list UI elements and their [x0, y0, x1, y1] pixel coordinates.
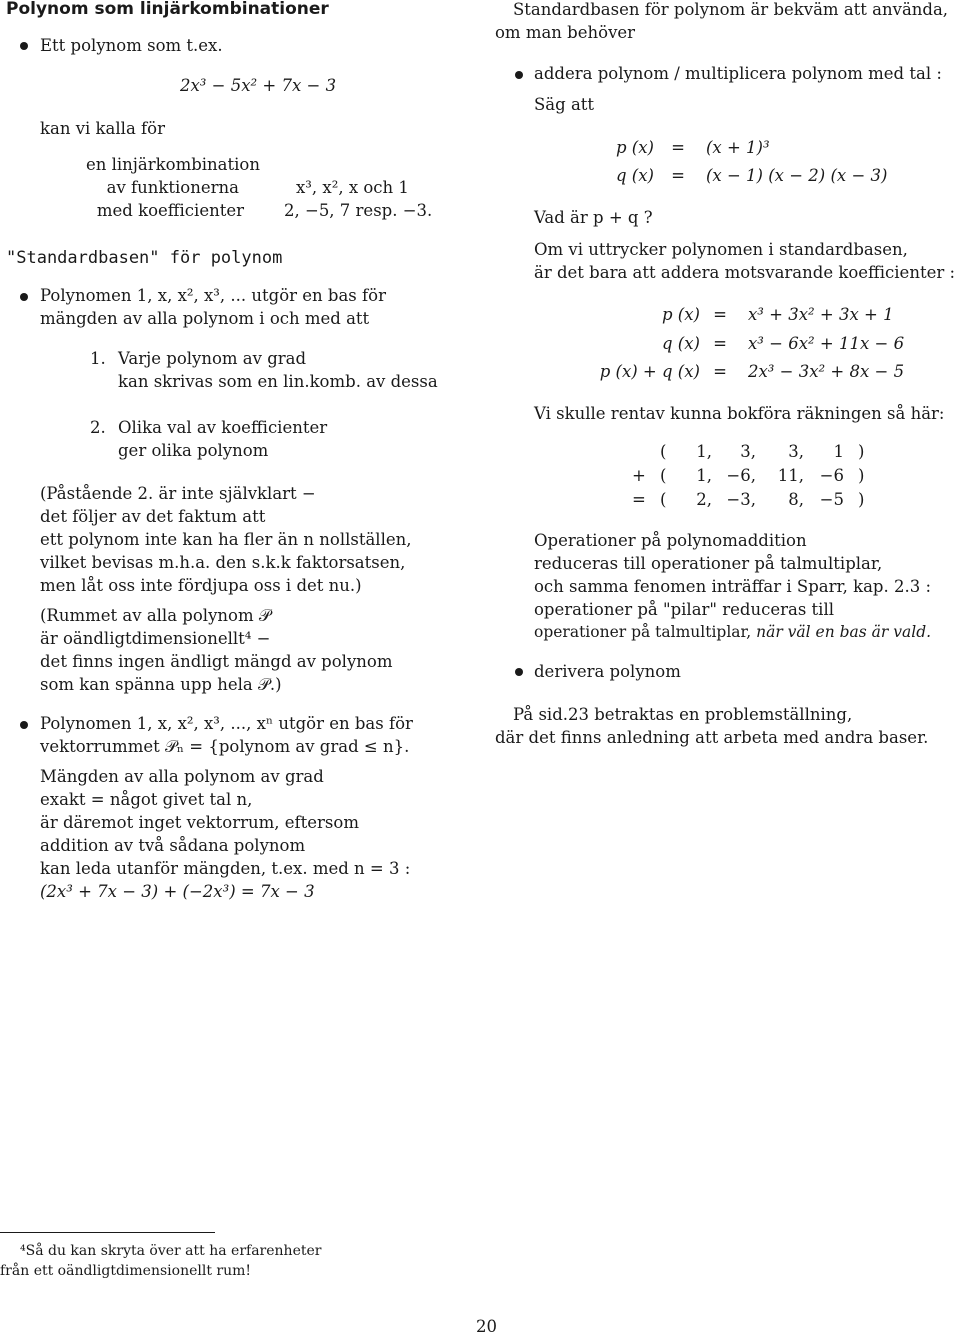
- table-cell: −3,: [726, 490, 756, 509]
- text-line: är däremot inget vektorrum, eftersom: [40, 813, 359, 832]
- function-list: x³, x², x och 1: [296, 178, 409, 197]
- table-operator: +: [632, 466, 646, 485]
- table-paren: (: [660, 466, 667, 485]
- subsection-title: "Standardbasen" för polynom: [6, 248, 283, 268]
- bullet-icon: [515, 668, 523, 676]
- text-line: med koefficienter: [96, 201, 244, 220]
- text-line: Operationer på polynomaddition: [534, 531, 807, 550]
- table-cell: −5: [819, 490, 844, 509]
- table-cell: 1: [833, 442, 844, 461]
- bullet-text: Polynomen 1, x, x², x³, ..., xⁿ utgör en bas för: [40, 714, 413, 733]
- text-line: reduceras till operationer på talmultiplar,: [534, 554, 883, 573]
- equation-lhs: p (x): [662, 305, 700, 324]
- table-cell: 3,: [788, 442, 804, 461]
- equation-rhs: 2x³ − 3x² + 8x − 5: [748, 362, 905, 381]
- text-line: Mängden av alla polynom av grad: [40, 767, 324, 786]
- list-item: Olika val av koefficienter: [118, 418, 328, 437]
- footnote-rule: [0, 1232, 215, 1233]
- bullet-text: Ett polynom som t.ex.: [40, 36, 223, 55]
- text-line: vektorrummet 𝒫ₙ = {polynom av grad ≤ n}.: [40, 737, 410, 756]
- text-line: Om vi uttrycker polynomen i standardbasen,: [534, 240, 908, 259]
- bullet-text: addera polynom / multiplicera polynom med tal :: [534, 64, 942, 83]
- table-cell: −6: [819, 466, 844, 485]
- text-line: På sid.23 betraktas en problemställning,: [513, 705, 853, 724]
- equals-sign: =: [671, 166, 685, 185]
- text-line: [534, 621, 931, 644]
- text-line: en linjärkombination: [85, 155, 260, 174]
- equation-rhs: x³ − 6x² + 11x − 6: [748, 334, 905, 353]
- text-line: kan vi kalla för: [40, 119, 165, 138]
- text-line: är oändligtdimensionellt⁴ −: [40, 629, 271, 648]
- equation-rhs: (x + 1)³: [706, 138, 770, 157]
- equation-lhs: q (x): [662, 334, 700, 353]
- text-line: vilket bevisas m.h.a. den s.k.k faktorsatsen,: [40, 553, 406, 572]
- equation-lhs: p (x): [616, 138, 654, 157]
- list-number: 2.: [90, 418, 106, 437]
- table-paren: ): [858, 442, 865, 461]
- list-item: ger olika polynom: [118, 441, 269, 460]
- text-line: men låt oss inte fördjupa oss i det nu.): [40, 576, 362, 595]
- bullet-text: derivera polynom: [534, 662, 681, 681]
- equation-lhs: q (x): [616, 166, 654, 185]
- bullet-text: Polynomen 1, x, x², x³, ... utgör en bas för: [40, 286, 386, 305]
- table-cell: 1,: [696, 442, 712, 461]
- bullet-icon: [20, 293, 28, 301]
- equals-sign: =: [713, 334, 727, 353]
- text-line: av funktionerna: [106, 178, 239, 197]
- table-paren: (: [660, 490, 667, 509]
- text-line: om man behöver: [495, 23, 636, 42]
- text-line: exakt = något givet tal n,: [40, 790, 253, 809]
- equation-rhs: x³ + 3x² + 3x + 1: [748, 305, 894, 324]
- text-line: är det bara att addera motsvarande koefficienter :: [534, 263, 956, 282]
- text-line: och samma fenomen inträffar i Sparr, kap. 2.3 :: [534, 577, 931, 596]
- text-line: Vad är p + q ?: [534, 208, 653, 227]
- text-line: operationer på "pilar" reduceras till: [534, 600, 835, 619]
- text-line: som kan spänna upp hela 𝒫.): [40, 675, 282, 694]
- table-cell: 1,: [696, 466, 712, 485]
- text-line: kan leda utanför mängden, t.ex. med n = 3 :: [40, 859, 411, 878]
- equation-lhs: p (x) + q (x): [599, 362, 700, 381]
- footnote-text: ⁴Så du kan skryta över att ha erfarenheter: [20, 1243, 322, 1259]
- text-line: där det finns anledning att arbeta med andra baser.: [495, 728, 929, 747]
- text-fragment: operationer på talmultiplar,: [534, 623, 757, 641]
- example-equation: (2x³ + 7x − 3) + (−2x³) = 7x − 3: [40, 882, 315, 901]
- table-paren: (: [660, 442, 667, 461]
- text-line: det finns ingen ändligt mängd av polynom: [40, 652, 393, 671]
- bullet-icon: [20, 721, 28, 729]
- list-number: 1.: [90, 349, 106, 368]
- text-line: ett polynom inte kan ha fler än n nollställen,: [40, 530, 412, 549]
- text-line: det följer av det faktum att: [40, 507, 266, 526]
- text-line: (Rummet av alla polynom 𝒫: [40, 606, 271, 625]
- text-line: Standardbasen för polynom är bekväm att använda,: [513, 0, 949, 19]
- text-line: addition av två sådana polynom: [40, 836, 306, 855]
- text-line: Säg att: [534, 95, 595, 114]
- table-paren: ): [858, 466, 865, 485]
- list-item: Varje polynom av grad: [118, 349, 307, 368]
- equation-rhs: (x − 1) (x − 2) (x − 3): [706, 166, 888, 185]
- text-line: (Påstående 2. är inte självklart −: [40, 484, 316, 503]
- bullet-icon: [20, 42, 28, 50]
- table-cell: −6,: [726, 466, 756, 485]
- table-paren: ): [858, 490, 865, 509]
- table-cell: 8,: [788, 490, 804, 509]
- table-cell: 2,: [696, 490, 712, 509]
- example-polynomial: 2x³ − 5x² + 7x − 3: [180, 76, 337, 95]
- section-title: Polynom som linjärkombinationer: [6, 0, 329, 19]
- list-item: kan skrivas som en lin.komb. av dessa: [118, 372, 438, 391]
- bullet-icon: [515, 71, 523, 79]
- table-cell: 3,: [740, 442, 756, 461]
- equals-sign: =: [713, 362, 727, 381]
- equals-sign: =: [671, 138, 685, 157]
- emphasis-text: när väl en bas är vald.: [756, 623, 932, 641]
- coefficient-list: 2, −5, 7 resp. −3.: [284, 201, 433, 220]
- page-number: 20: [476, 1317, 497, 1336]
- text-line: Vi skulle rentav kunna bokföra räkningen så här:: [534, 404, 945, 423]
- footnote-text: från ett oändligtdimensionellt rum!: [0, 1263, 252, 1279]
- equals-sign: =: [713, 305, 727, 324]
- table-cell: 11,: [777, 466, 804, 485]
- text-line: mängden av alla polynom i och med att: [40, 309, 370, 328]
- table-operator: =: [632, 490, 646, 509]
